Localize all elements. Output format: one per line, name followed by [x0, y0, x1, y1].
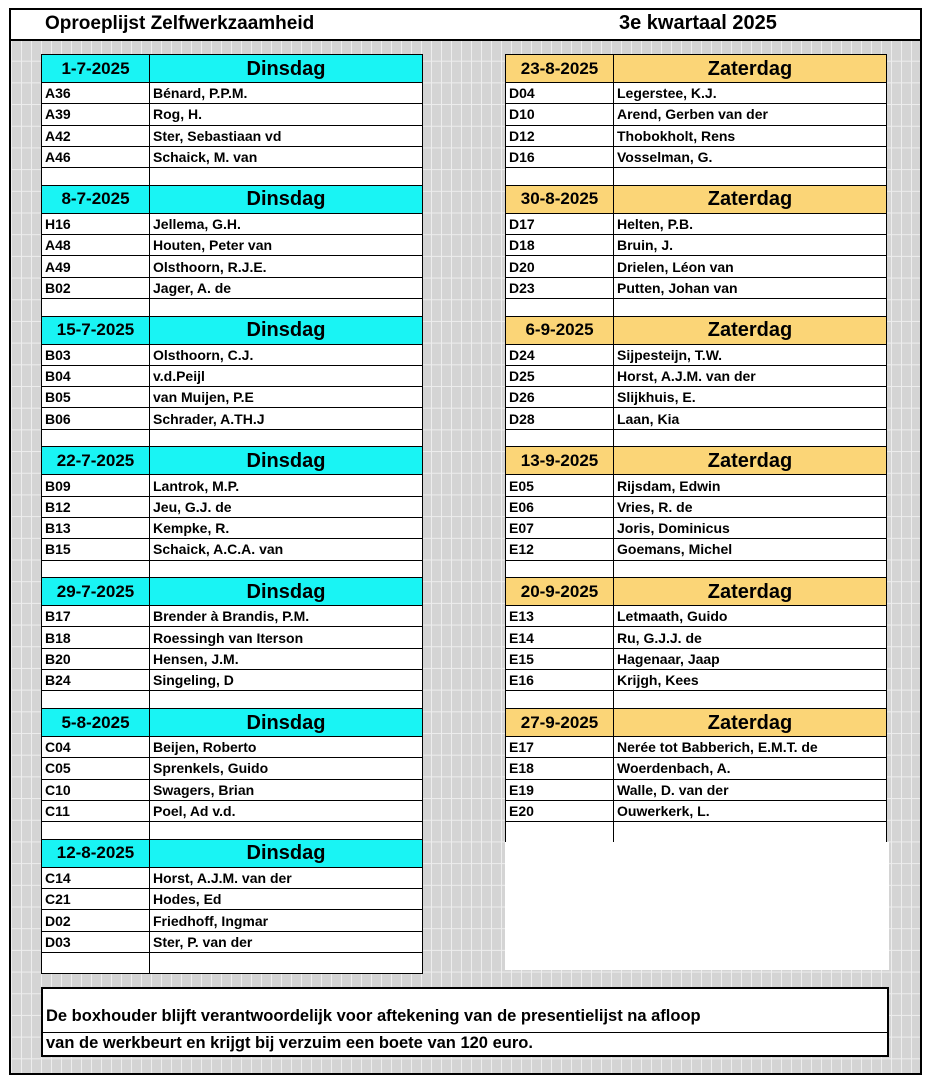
- table-row: [42, 213, 423, 234]
- box-code: C05: [42, 758, 150, 779]
- week-header-row: [506, 185, 887, 213]
- week-table: [505, 446, 887, 581]
- member-name: Roessingh van Iterson: [150, 627, 423, 648]
- box-code: B03: [42, 344, 150, 365]
- week-header-row: [506, 578, 887, 606]
- box-code: E07: [506, 517, 614, 538]
- member-name: Poel, Ad v.d.: [150, 800, 423, 821]
- table-row: [42, 539, 423, 560]
- week-date: 13-9-2025: [506, 447, 614, 475]
- table-row: [42, 256, 423, 277]
- table-row: [506, 256, 887, 277]
- week-table: [505, 708, 887, 843]
- member-name: Jellema, G.H.: [150, 213, 423, 234]
- table-row: [42, 517, 423, 538]
- box-code: D12: [506, 125, 614, 146]
- week-table: [505, 316, 887, 451]
- page-title: Oproeplijst Zelfwerkzaamheid: [45, 13, 315, 34]
- week-day: Dinsdag: [150, 709, 423, 737]
- box-code: D02: [42, 910, 150, 931]
- week-day: Dinsdag: [150, 55, 423, 83]
- table-row: [42, 146, 423, 167]
- member-name: Bénard, P.P.M.: [150, 83, 423, 104]
- table-row: [42, 387, 423, 408]
- week-date: 20-9-2025: [506, 578, 614, 606]
- box-code: D16: [506, 146, 614, 167]
- week-date: 30-8-2025: [506, 185, 614, 213]
- member-name: Ouwerkerk, L.: [614, 800, 887, 821]
- table-row: [506, 670, 887, 691]
- table-row: [506, 517, 887, 538]
- box-code: E06: [506, 496, 614, 517]
- empty-area: [505, 842, 889, 970]
- table-row: [506, 648, 887, 669]
- table-row: [42, 104, 423, 125]
- week-header-row: [506, 55, 887, 83]
- table-row: [42, 125, 423, 146]
- table-row: [506, 800, 887, 821]
- quarter-label: 3e kwartaal 2025: [619, 12, 777, 34]
- member-name: Ster, P. van der: [150, 931, 423, 952]
- box-code: B18: [42, 627, 150, 648]
- table-row: [506, 213, 887, 234]
- week-header-row: [42, 55, 423, 83]
- table-row: [506, 475, 887, 496]
- table-row: [506, 146, 887, 167]
- member-name: Olsthoorn, R.J.E.: [150, 256, 423, 277]
- box-code: C14: [42, 867, 150, 888]
- member-name: v.d.Peijl: [150, 365, 423, 386]
- table-row: [506, 779, 887, 800]
- box-code: B17: [42, 606, 150, 627]
- table-row: [42, 952, 423, 973]
- week-table: [41, 185, 423, 320]
- box-code: D25: [506, 365, 614, 386]
- box-code: E17: [506, 737, 614, 758]
- week-date: 8-7-2025: [42, 185, 150, 213]
- box-code: B15: [42, 539, 150, 560]
- week-table: [41, 446, 423, 581]
- table-row: [506, 737, 887, 758]
- week-table: [505, 54, 887, 189]
- member-name: Vosselman, G.: [614, 146, 887, 167]
- table-row: [506, 277, 887, 298]
- member-name: Houten, Peter van: [150, 235, 423, 256]
- box-code: B24: [42, 670, 150, 691]
- box-code: D26: [506, 387, 614, 408]
- week-header-row: [42, 839, 423, 867]
- footer-note: [41, 987, 889, 1057]
- box-code: A48: [42, 235, 150, 256]
- box-code: B05: [42, 387, 150, 408]
- table-row: [42, 800, 423, 821]
- box-code: E14: [506, 627, 614, 648]
- member-name: Hodes, Ed: [150, 889, 423, 910]
- member-name: Rog, H.: [150, 104, 423, 125]
- member-name: Ru, G.J.J. de: [614, 627, 887, 648]
- table-row: [42, 779, 423, 800]
- box-code: [42, 952, 150, 973]
- table-row: [42, 867, 423, 888]
- week-day: Dinsdag: [150, 316, 423, 344]
- table-row: [42, 910, 423, 931]
- week-date: 27-9-2025: [506, 709, 614, 737]
- table-row: [506, 822, 887, 843]
- box-code: E13: [506, 606, 614, 627]
- member-name: Krijgh, Kees: [614, 670, 887, 691]
- box-code: B12: [42, 496, 150, 517]
- member-name: [614, 822, 887, 843]
- week-day: Dinsdag: [150, 447, 423, 475]
- box-code: D24: [506, 344, 614, 365]
- footer-divider: [43, 1032, 887, 1033]
- box-code: D04: [506, 83, 614, 104]
- member-name: Jeu, G.J. de: [150, 496, 423, 517]
- box-code: A42: [42, 125, 150, 146]
- week-header-row: [42, 185, 423, 213]
- table-row: [506, 496, 887, 517]
- week-date: 29-7-2025: [42, 578, 150, 606]
- box-code: B02: [42, 277, 150, 298]
- member-name: Hagenaar, Jaap: [614, 648, 887, 669]
- box-code: E20: [506, 800, 614, 821]
- box-code: C11: [42, 800, 150, 821]
- box-code: A49: [42, 256, 150, 277]
- week-header-row: [42, 578, 423, 606]
- member-name: Walle, D. van der: [614, 779, 887, 800]
- member-name: Letmaath, Guido: [614, 606, 887, 627]
- member-name: Drielen, Léon van: [614, 256, 887, 277]
- box-code: C04: [42, 737, 150, 758]
- table-row: [506, 365, 887, 386]
- week-table: [505, 577, 887, 712]
- member-name: Slijkhuis, E.: [614, 387, 887, 408]
- week-header-row: [42, 447, 423, 475]
- table-row: [506, 125, 887, 146]
- table-row: [42, 365, 423, 386]
- box-code: D20: [506, 256, 614, 277]
- table-row: [506, 408, 887, 429]
- week-day: Zaterdag: [614, 578, 887, 606]
- week-header-row: [506, 709, 887, 737]
- table-row: [42, 889, 423, 910]
- week-day: Zaterdag: [614, 55, 887, 83]
- box-code: B09: [42, 475, 150, 496]
- week-day: Dinsdag: [150, 185, 423, 213]
- table-row: [506, 344, 887, 365]
- member-name: Ster, Sebastiaan vd: [150, 125, 423, 146]
- member-name: Friedhoff, Ingmar: [150, 910, 423, 931]
- member-name: Bruin, J.: [614, 235, 887, 256]
- table-row: [506, 627, 887, 648]
- week-day: Zaterdag: [614, 447, 887, 475]
- table-row: [506, 539, 887, 560]
- table-row: [42, 496, 423, 517]
- box-code: E16: [506, 670, 614, 691]
- box-code: D28: [506, 408, 614, 429]
- week-date: 5-8-2025: [42, 709, 150, 737]
- member-name: Sijpesteijn, T.W.: [614, 344, 887, 365]
- box-code: B20: [42, 648, 150, 669]
- member-name: Brender à Brandis, P.M.: [150, 606, 423, 627]
- member-name: Nerée tot Babberich, E.M.T. de: [614, 737, 887, 758]
- table-row: [42, 670, 423, 691]
- week-table: [41, 316, 423, 451]
- box-code: D10: [506, 104, 614, 125]
- box-code: E05: [506, 475, 614, 496]
- table-row: [42, 475, 423, 496]
- member-name: Swagers, Brian: [150, 779, 423, 800]
- box-code: E19: [506, 779, 614, 800]
- box-code: C10: [42, 779, 150, 800]
- box-code: D23: [506, 277, 614, 298]
- week-day: Zaterdag: [614, 316, 887, 344]
- table-row: [42, 235, 423, 256]
- box-code: D17: [506, 213, 614, 234]
- table-row: [42, 83, 423, 104]
- table-row: [506, 104, 887, 125]
- member-name: Schaick, M. van: [150, 146, 423, 167]
- member-name: Laan, Kia: [614, 408, 887, 429]
- table-row: [506, 606, 887, 627]
- member-name: Schrader, A.TH.J: [150, 408, 423, 429]
- box-code: A39: [42, 104, 150, 125]
- week-table: [41, 54, 423, 189]
- member-name: Putten, Johan van: [614, 277, 887, 298]
- member-name: Woerdenbach, A.: [614, 758, 887, 779]
- box-code: B06: [42, 408, 150, 429]
- week-date: 12-8-2025: [42, 839, 150, 867]
- member-name: Singeling, D: [150, 670, 423, 691]
- table-row: [506, 387, 887, 408]
- week-date: 6-9-2025: [506, 316, 614, 344]
- box-code: B04: [42, 365, 150, 386]
- member-name: Legerstee, K.J.: [614, 83, 887, 104]
- week-header-row: [506, 447, 887, 475]
- table-row: [42, 758, 423, 779]
- week-date: 22-7-2025: [42, 447, 150, 475]
- box-code: E15: [506, 648, 614, 669]
- week-day: Zaterdag: [614, 185, 887, 213]
- box-code: E12: [506, 539, 614, 560]
- footer-line-1: De boxhouder blijft verantwoordelijk voor aftekening van de presentielijst na afloop: [46, 1007, 701, 1025]
- member-name: Lantrok, M.P.: [150, 475, 423, 496]
- box-code: C21: [42, 889, 150, 910]
- week-table: [41, 708, 423, 843]
- title-bar: [11, 10, 920, 41]
- member-name: Jager, A. de: [150, 277, 423, 298]
- week-date: 1-7-2025: [42, 55, 150, 83]
- member-name: Joris, Dominicus: [614, 517, 887, 538]
- member-name: Olsthoorn, C.J.: [150, 344, 423, 365]
- week-day: Zaterdag: [614, 709, 887, 737]
- week-table: [505, 185, 887, 320]
- table-row: [506, 235, 887, 256]
- member-name: Beijen, Roberto: [150, 737, 423, 758]
- box-code: A46: [42, 146, 150, 167]
- week-date: 15-7-2025: [42, 316, 150, 344]
- week-table: [41, 577, 423, 712]
- sheet-frame: [9, 8, 922, 1075]
- week-header-row: [506, 316, 887, 344]
- box-code: B13: [42, 517, 150, 538]
- table-row: [42, 408, 423, 429]
- table-row: [42, 606, 423, 627]
- member-name: van Muijen, P.E: [150, 387, 423, 408]
- box-code: A36: [42, 83, 150, 104]
- week-day: Dinsdag: [150, 578, 423, 606]
- member-name: Schaick, A.C.A. van: [150, 539, 423, 560]
- box-code: D18: [506, 235, 614, 256]
- member-name: Kempke, R.: [150, 517, 423, 538]
- box-code: [506, 822, 614, 843]
- member-name: Sprenkels, Guido: [150, 758, 423, 779]
- box-code: H16: [42, 213, 150, 234]
- week-date: 23-8-2025: [506, 55, 614, 83]
- member-name: Hensen, J.M.: [150, 648, 423, 669]
- member-name: Horst, A.J.M. van der: [614, 365, 887, 386]
- table-row: [42, 931, 423, 952]
- member-name: Horst, A.J.M. van der: [150, 867, 423, 888]
- table-row: [42, 344, 423, 365]
- member-name: Rijsdam, Edwin: [614, 475, 887, 496]
- member-name: Vries, R. de: [614, 496, 887, 517]
- box-code: E18: [506, 758, 614, 779]
- table-row: [506, 758, 887, 779]
- footer-line-2: van de werkbeurt en krijgt bij verzuim een boete van 120 euro.: [46, 1034, 533, 1052]
- table-row: [42, 648, 423, 669]
- week-header-row: [42, 316, 423, 344]
- week-day: Dinsdag: [150, 839, 423, 867]
- week-header-row: [42, 709, 423, 737]
- table-row: [42, 627, 423, 648]
- member-name: Arend, Gerben van der: [614, 104, 887, 125]
- table-row: [42, 737, 423, 758]
- table-row: [506, 83, 887, 104]
- member-name: Thobokholt, Rens: [614, 125, 887, 146]
- member-name: [150, 952, 423, 973]
- week-table: [41, 839, 423, 974]
- table-row: [42, 277, 423, 298]
- box-code: D03: [42, 931, 150, 952]
- member-name: Goemans, Michel: [614, 539, 887, 560]
- member-name: Helten, P.B.: [614, 213, 887, 234]
